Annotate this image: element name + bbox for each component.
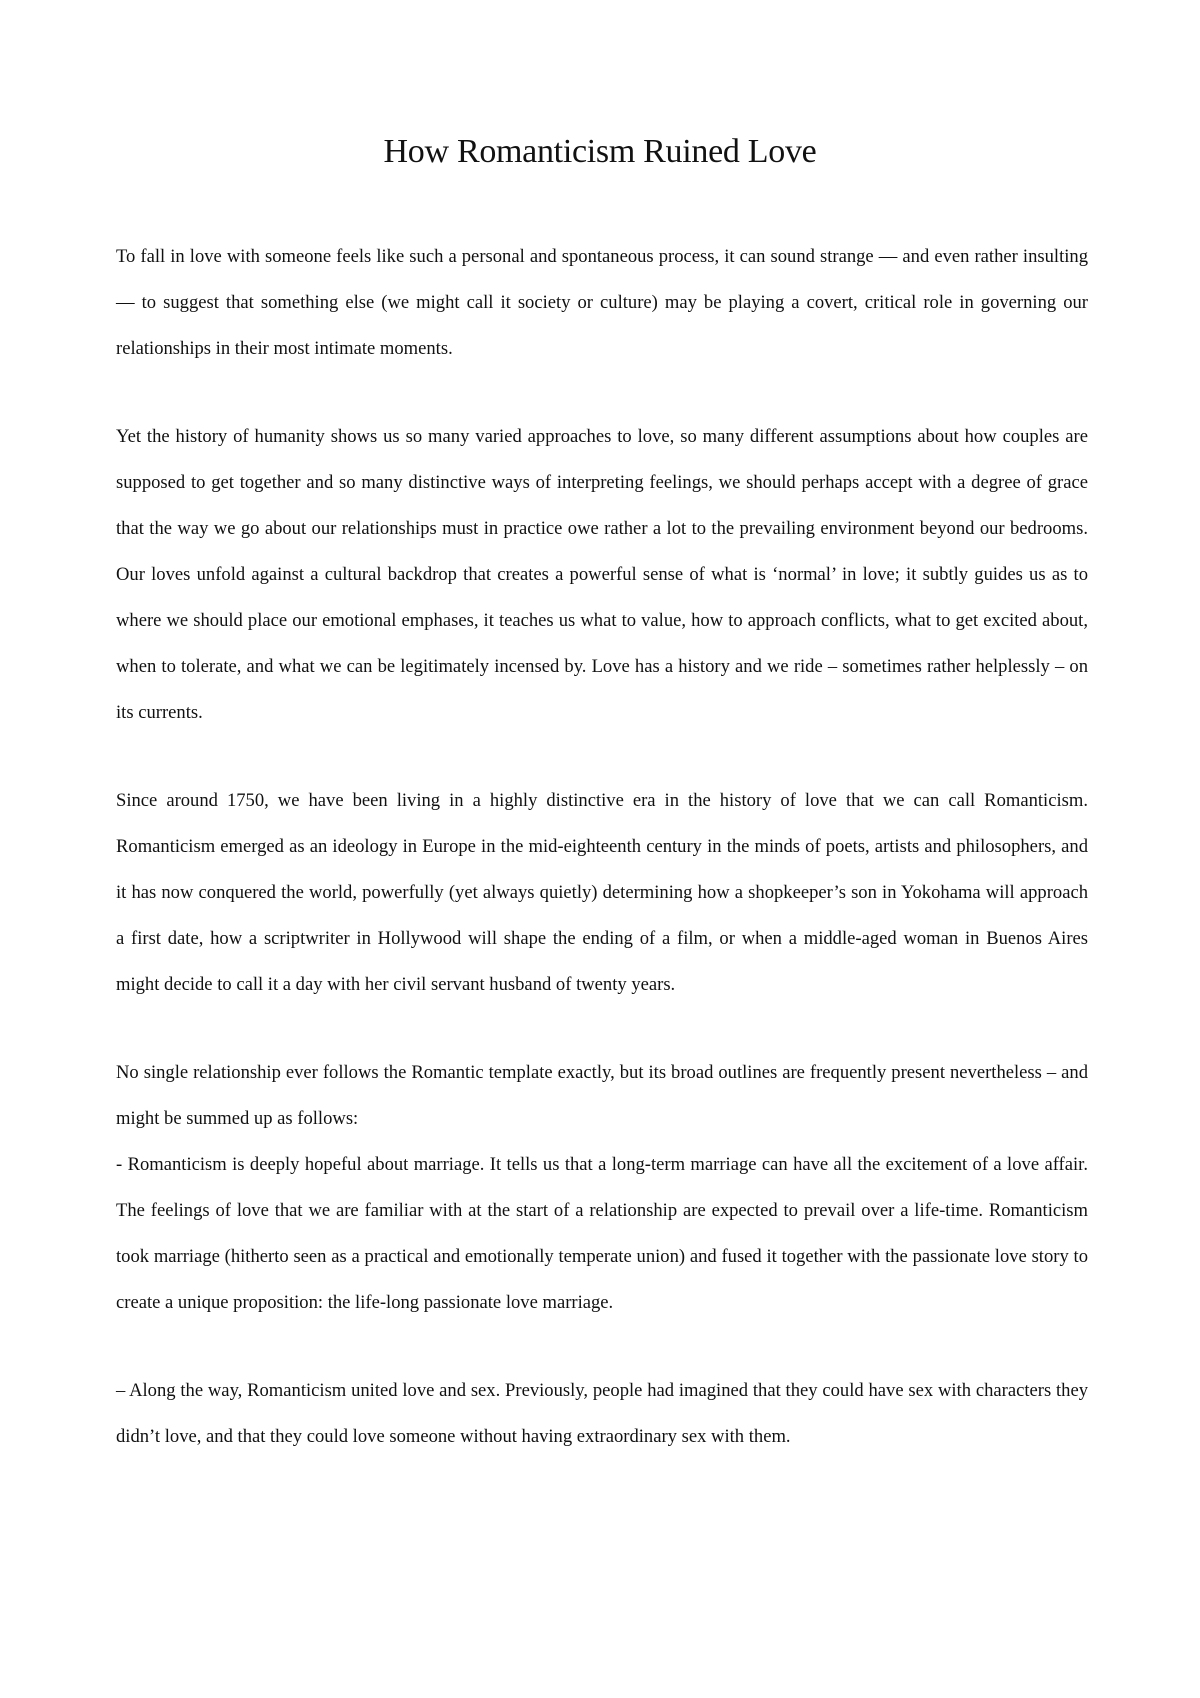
paragraph-1: To fall in love with someone feels like such a personal and spontaneous process, it can sound strange — and even rather insulting — to suggest that something else (we might call it society or culture) may be playing a covert, critical role in governing our relationships in their most intimate moments. <box>116 246 1088 359</box>
page-title: How Romanticism Ruined Love <box>383 133 817 170</box>
list-item-marriage: - Romanticism is deeply hopeful about marriage. It tells us that a long-term marriage can have all the excitement of a love affair. The feelings of love that we are familiar with at the start of a relationship are expected to prevail over a life-time. Romanticism took marriage (hitherto seen as a practical and emotionally temperate union) and fused it together with the passionate love story to create a unique proposition: the life-long passionate love marriage. <box>116 1154 1088 1313</box>
paragraph-2: Yet the history of humanity shows us so many varied approaches to love, so many different assumptions about how couples are supposed to get together and so many distinctive ways of interpreting feelings, we should perhaps accept with a degree of grace that the way we go about our relationships must in practice owe rather a lot to the prevailing environment beyond our bedrooms. Our loves unfold against a cultural backdrop that creates a powerful sense of what is ‘normal’ in love; it subtly guides us as to where we should place our emotional emphases, it teaches us what to value, how to approach conflicts, what to get excited about, when to tolerate, and what we can be legitimately incensed by. Love has a history and we ride – sometimes rather helplessly – on its currents. <box>116 426 1088 723</box>
paragraph-4: No single relationship ever follows the Romantic template exactly, but its broad outlines are frequently present nevertheless – and might be summed up as follows: <box>116 1062 1088 1129</box>
paragraph-3: Since around 1750, we have been living in a highly distinctive era in the history of love that we can call Romanticism. Romanticism emerged as an ideology in Europe in the mid-eighteenth century in the minds of poets, artists and philosophers, and it has now conquered the world, powerfully (yet always quietly) determining how a shopkeeper’s son in Yokohama will approach a first date, how a scriptwriter in Hollywood will shape the ending of a film, or when a middle-aged woman in Buenos Aires might decide to call it a day with her civil servant husband of twenty years. <box>116 790 1088 995</box>
list-item-love-and-sex: – Along the way, Romanticism united love and sex. Previously, people had imagined that they could have sex with characters they didn’t love, and that they could love someone without having extraordinary sex with them. <box>116 1380 1088 1447</box>
document-body <box>116 234 1088 1460</box>
